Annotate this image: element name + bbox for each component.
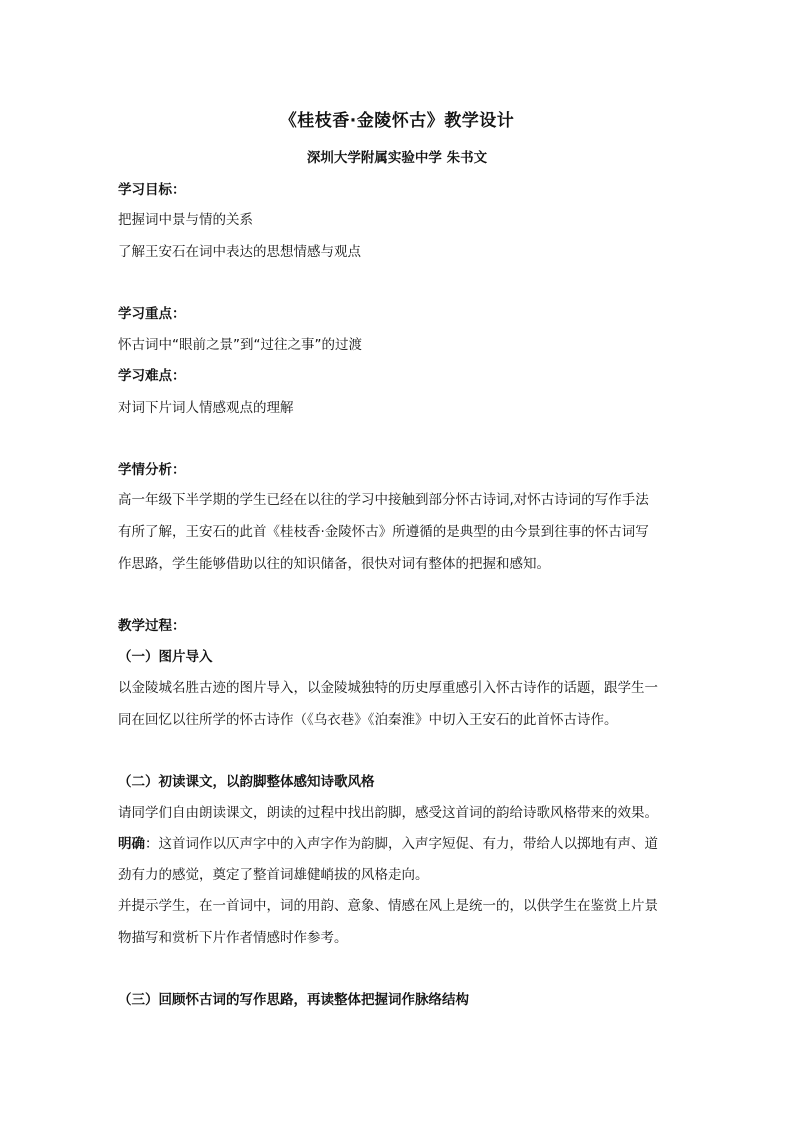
clarify-text: ：这首词作以仄声字中的入声字作为韵脚，入声字短促、有力，带给人以掷地有声、道 bbox=[145, 836, 658, 852]
section1-line: 以金陵城名胜古迹的图片导入，以金陵城独特的历史厚重感引入怀古诗作的话题，跟学生一 bbox=[118, 680, 658, 696]
objectives-heading: 学习目标： bbox=[118, 182, 186, 198]
document-title: 《桂枝香·金陵怀古》教学设计 bbox=[279, 111, 515, 131]
objective-item: 把握词中景与情的关系 bbox=[118, 212, 253, 228]
clarify-label: 明确 bbox=[118, 836, 145, 852]
section2-line: 请同学们自由朗读课文，朗读的过程中找出韵脚，感受这首词的韵给诗歌风格带来的效果。 bbox=[118, 805, 658, 821]
author-line: 深圳大学附属实验中学 朱书文 bbox=[306, 150, 488, 166]
key-points-heading: 学习重点： bbox=[118, 306, 186, 322]
section2-line: 物描写和赏析下片作者情感时作参考。 bbox=[118, 930, 348, 946]
section2-line: 并提示学生，在一首词中，词的用韵、意象、情感在风上是统一的，以供学生在鉴赏上片景 bbox=[118, 898, 658, 914]
objective-item: 了解王安石在词中表达的思想情感与观点 bbox=[118, 244, 361, 260]
difficulties-text: 对词下片词人情感观点的理解 bbox=[118, 400, 294, 416]
key-points-text: 怀古词中“眼前之景”到“过往之事”的过渡 bbox=[118, 337, 362, 353]
section1-line: 同在回忆以往所学的怀古诗作（《乌衣巷》《泊秦淮》中切入王安石的此首怀古诗作。 bbox=[118, 712, 618, 728]
analysis-line: 作思路，学生能够借助以往的知识储备，很快对词有整体的把握和感知。 bbox=[118, 556, 550, 572]
section1-heading: （一）图片导入 bbox=[118, 649, 213, 665]
section3-heading: （三）回顾怀古词的写作思路，再读整体把握词作脉络结构 bbox=[118, 992, 469, 1008]
analysis-line: 高一年级下半学期的学生已经在以往的学习中接触到部分怀古诗词,对怀古诗词的写作手法 bbox=[118, 492, 649, 508]
section2-line: 劲有力的感觉，奠定了整首词雄健峭拔的风格走向。 bbox=[118, 867, 429, 883]
process-heading: 教学过程： bbox=[118, 618, 186, 634]
difficulties-heading: 学习难点： bbox=[118, 368, 186, 384]
analysis-line: 有所了解，王安石的此首《桂枝香·金陵怀古》所遵循的是典型的由今景到往事的怀古词写 bbox=[118, 524, 649, 540]
section2-heading: （二）初读课文，以韵脚整体感知诗歌风格 bbox=[118, 774, 375, 790]
analysis-heading: 学情分析： bbox=[118, 462, 186, 478]
section2-line bbox=[118, 832, 683, 852]
